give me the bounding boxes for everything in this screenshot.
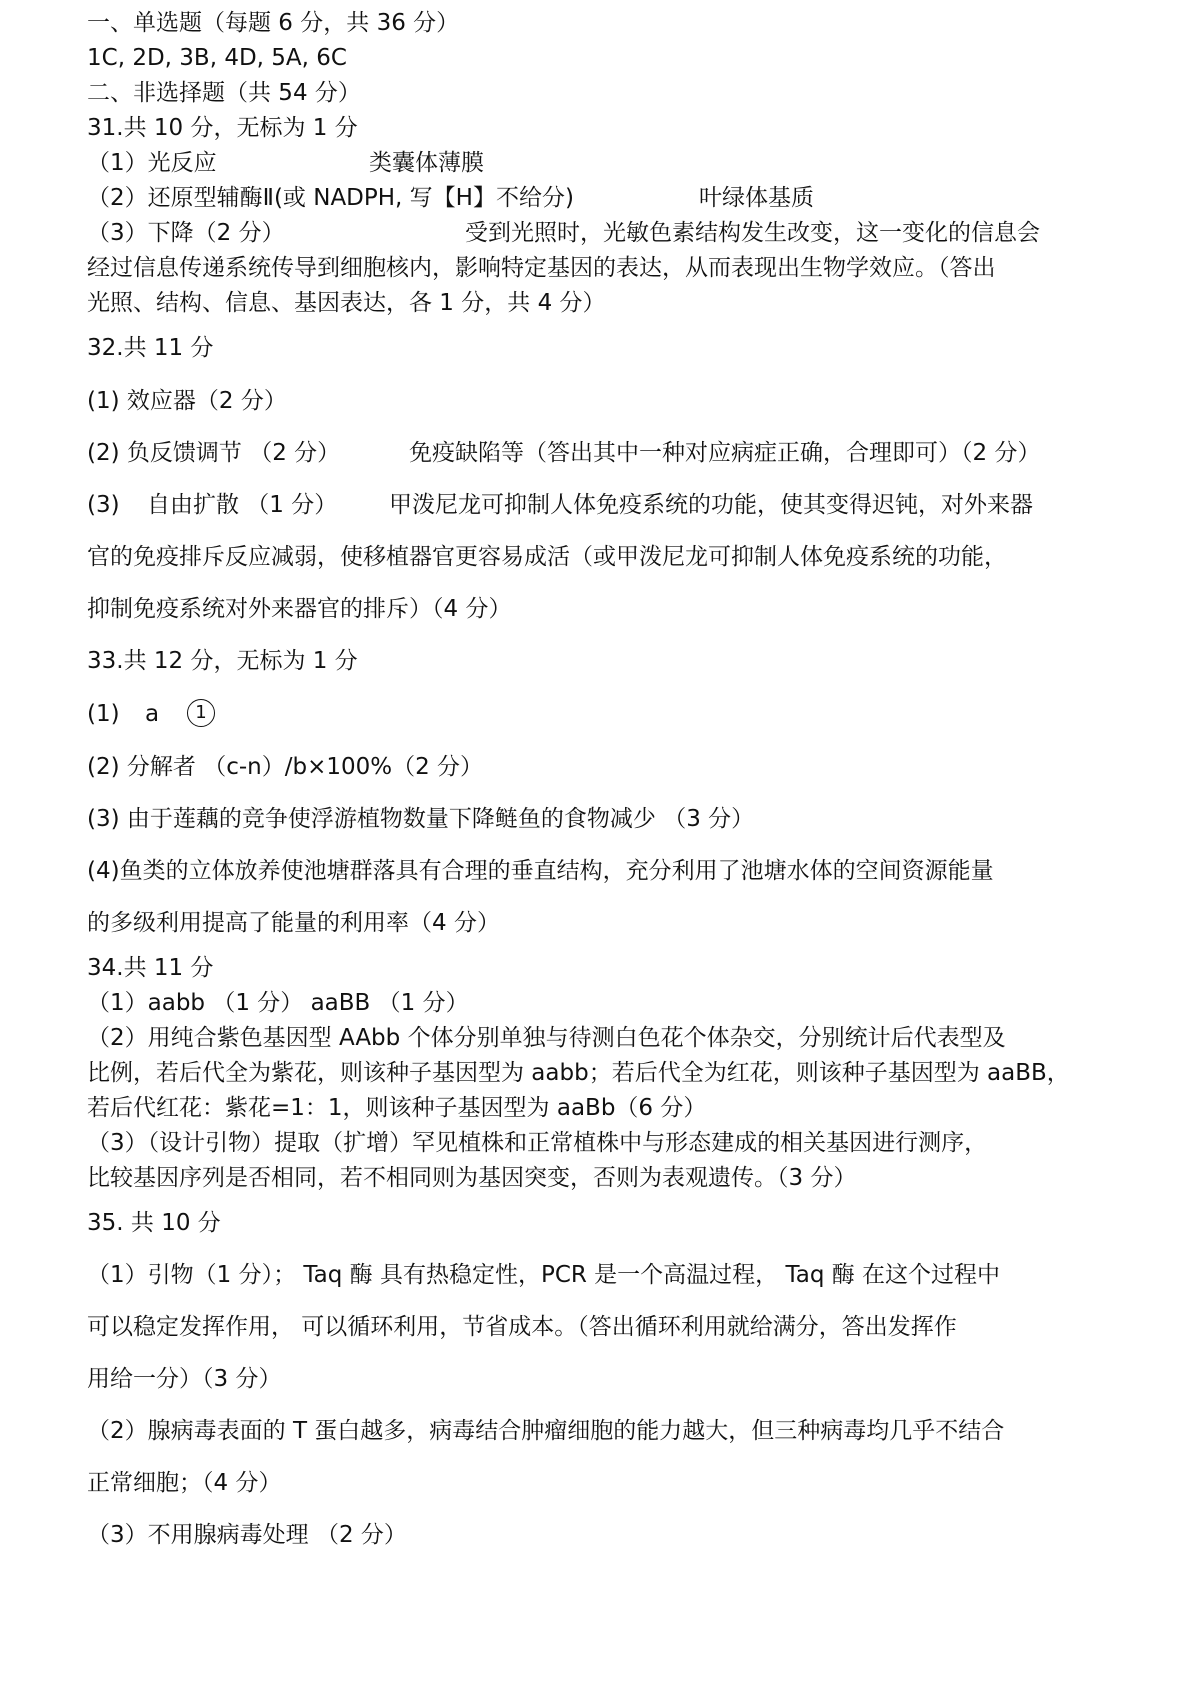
- q35-part2-cont: 正常细胞；（4 分）: [87, 1470, 282, 1496]
- q32-part2-b: 免疫缺陷等（答出其中一种对应病症正确，合理即可）（2 分）: [409, 440, 1041, 466]
- q33-part1-circled: 1: [187, 699, 215, 727]
- section1-answers: 1C, 2D, 3B, 4D, 5A, 6C: [87, 45, 347, 71]
- q31-part1-a: （1）光反应: [87, 150, 217, 176]
- q33-part3: (3) 由于莲藕的竞争使浮游植物数量下降鲢鱼的食物减少 （3 分）: [87, 806, 755, 832]
- q35-header: 35. 共 10 分: [87, 1210, 221, 1236]
- q35-part2: （2）腺病毒表面的 T 蛋白越多，病毒结合肿瘤细胞的能力越大，但三种病毒均几乎不结合: [87, 1418, 1005, 1444]
- q31-part1: [87, 150, 484, 176]
- q31-part3: [87, 220, 1040, 246]
- q33-part4: (4)鱼类的立体放养使池塘群落具有合理的垂直结构，充分利用了池塘水体的空间资源能量: [87, 858, 994, 884]
- q31-part2-a: （2）还原型辅酶Ⅱ(或 NADPH, 写【H】不给分): [87, 185, 574, 211]
- q35-part3: （3）不用腺病毒处理 （2 分）: [87, 1522, 407, 1548]
- section1-title: 一、单选题（每题 6 分，共 36 分）: [87, 10, 460, 36]
- q33-part4-cont: 的多级利用提高了能量的利用率（4 分）: [87, 910, 500, 936]
- q33-part1-num: (1): [87, 701, 120, 727]
- q31-part3-cont2: 光照、结构、信息、基因表达，各 1 分，共 4 分）: [87, 290, 606, 316]
- q35-part1-cont1: 可以稳定发挥作用， 可以循环利用，节省成本。（答出循环利用就给满分，答出发挥作: [87, 1314, 957, 1340]
- q35-part1-cont2: 用给一分）（3 分）: [87, 1366, 282, 1392]
- q34-part2-cont2: 若后代红花：紫花=1：1，则该种子基因型为 aaBb（6 分）: [87, 1095, 707, 1121]
- q35-part1: （1）引物（1 分）； Taq 酶 具有热稳定性，PCR 是一个高温过程， Taq 酶 在这个过程中: [87, 1262, 1001, 1288]
- q32-part2: [87, 440, 1041, 466]
- section2-title: 二、非选择题（共 54 分）: [87, 80, 361, 106]
- q34-part2: （2）用纯合紫色基因型 AAbb 个体分别单独与待测白色花个体杂交，分别统计后代表型及: [87, 1025, 1006, 1051]
- q32-part3-cont2: 抑制免疫系统对外来器官的排斥）（4 分）: [87, 596, 512, 622]
- q32-part3-cont1: 官的免疫排斥反应减弱，使移植器官更容易成活（或甲泼尼龙可抑制人体免疫系统的功能，: [87, 544, 1007, 570]
- q34-part2-cont1: 比例，若后代全为紫花，则该种子基因型为 aabb；若后代全为红花，则该种子基因型为 aaBB，: [87, 1060, 1070, 1086]
- q33-part1: [87, 701, 207, 727]
- q32-part3: [87, 492, 1033, 518]
- q34-part3-cont: 比较基因序列是否相同，若不相同则为基因突变，否则为表观遗传。（3 分）: [87, 1165, 857, 1191]
- q32-part2-a: (2) 负反馈调节 （2 分）: [87, 440, 341, 466]
- q34-part1: （1）aabb （1 分） aaBB （1 分）: [87, 990, 469, 1016]
- q32-part1: (1) 效应器（2 分）: [87, 388, 287, 414]
- q31-part3-b: 受到光照时，光敏色素结构发生改变，这一变化的信息会: [465, 220, 1040, 246]
- q33-header: 33.共 12 分，无标为 1 分: [87, 648, 358, 674]
- q31-header: 31.共 10 分，无标为 1 分: [87, 115, 358, 141]
- q32-part3-b: 甲泼尼龙可抑制人体免疫系统的功能，使其变得迟钝，对外来器: [389, 492, 1033, 518]
- q33-part2: (2) 分解者 （c-n）/b×100%（2 分）: [87, 754, 484, 780]
- q31-part3-a: （3）下降（2 分）: [87, 220, 285, 246]
- q34-part3: （3）（设计引物）提取（扩增）罕见植株和正常植株中与形态建成的相关基因进行测序，: [87, 1130, 988, 1156]
- q31-part1-b: 类囊体薄膜: [369, 150, 484, 176]
- q33-part1-a: a: [145, 701, 160, 727]
- q32-header: 32.共 11 分: [87, 335, 214, 361]
- q34-header: 34.共 11 分: [87, 955, 214, 981]
- q32-part3-num: (3): [87, 492, 120, 518]
- q31-part2-b: 叶绿体基质: [699, 185, 814, 211]
- q32-part3-a: 自由扩散 （1 分）: [147, 492, 338, 518]
- q31-part2: [87, 185, 814, 211]
- q31-part3-cont1: 经过信息传递系统传导到细胞核内，影响特定基因的表达，从而表现出生物学效应。（答出: [87, 255, 996, 281]
